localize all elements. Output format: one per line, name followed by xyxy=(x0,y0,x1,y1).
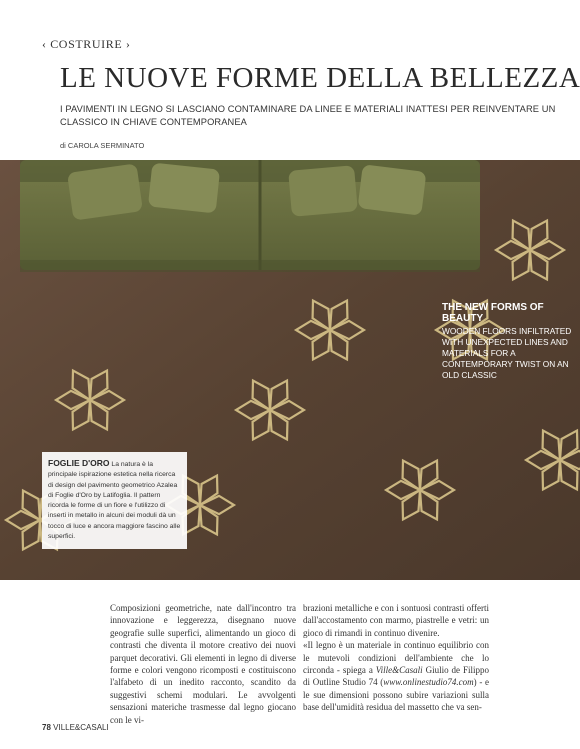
byline: di CAROLA SERMINATO xyxy=(60,141,145,150)
photo-caption xyxy=(42,452,187,549)
body-paragraph: brazioni metalliche e con i sontuosi contrasti offerti dall'accostamento con marmo, piastrelle e vetri: un gioco di rimandi in continuo divenire. xyxy=(303,603,489,638)
sofa xyxy=(20,160,480,272)
page-number: 78 xyxy=(42,723,51,732)
body-paragraph: Composizioni geometriche, nate dall'incontro tra innovazione e leggerezza, disegnano nuove geografie sulle superfici, alimentando un gioco di contrasti che diventa il motore creativo dei nuovi parquet decorativi. Gli elementi in legno di diverse forme e colori vengono ricomposti e costituiscono l'alfabeto di un inedito racconto, scandito da suggestivi schemi modulari. Le avvolgenti sensazioni materiche trasmesse dal legno giocano con le vi- xyxy=(110,603,296,725)
body-column-left xyxy=(110,602,296,726)
page-folio xyxy=(42,723,109,732)
english-caption-title: THE NEW FORMS OF BEAUTY xyxy=(442,302,544,324)
body-paragraph-quote: «Il legno è un materiale in continuo equilibrio con le mutevoli condizioni dell'ambiente che lo circonda - spiega a Ville&Casali Giulio de Filippo di Outline Studio 74 (www.onlinestudio74.com) - e le sue dimensioni possono subire variazioni sulla base dell'umidità residua del massetto che va sen- xyxy=(303,640,489,713)
subhead: I PAVIMENTI IN LEGNO SI LASCIANO CONTAMINARE DA LINEE E MATERIALI INATTESI PER REINVENTARE UN CLASSICO IN CHIAVE CONTEMPORANEA xyxy=(60,104,556,127)
section-tag: ‹ COSTRUIRE › xyxy=(42,37,131,51)
english-caption xyxy=(442,302,574,381)
english-caption-body: WOODEN FLOORS INFILTRATED WITH UNEXPECTED LINES AND MATERIALS FOR A CONTEMPORARY TWIST ON AN OLD CLASSIC xyxy=(442,326,572,380)
studio-link[interactable]: www.onlinestudio74.com xyxy=(383,677,474,688)
caption-text: La natura è la principale ispirazione estetica nella ricerca di design del pavimento geometrico Azalea di Foglie d'Oro by Latifoglia. Il pattern ricorda le forme di un fiore e l'utilizzo di inserti in metallo in alcuni dei moduli dà un tocco di luce e ancora maggiore fascino alle superfici. xyxy=(48,461,181,541)
headline: LE NUOVE FORME DELLA BELLEZZA xyxy=(60,62,580,94)
magazine-name: VILLE&CASALI xyxy=(53,723,109,732)
caption-title: FOGLIE D'ORO xyxy=(48,458,110,468)
body-column-right xyxy=(303,602,489,714)
